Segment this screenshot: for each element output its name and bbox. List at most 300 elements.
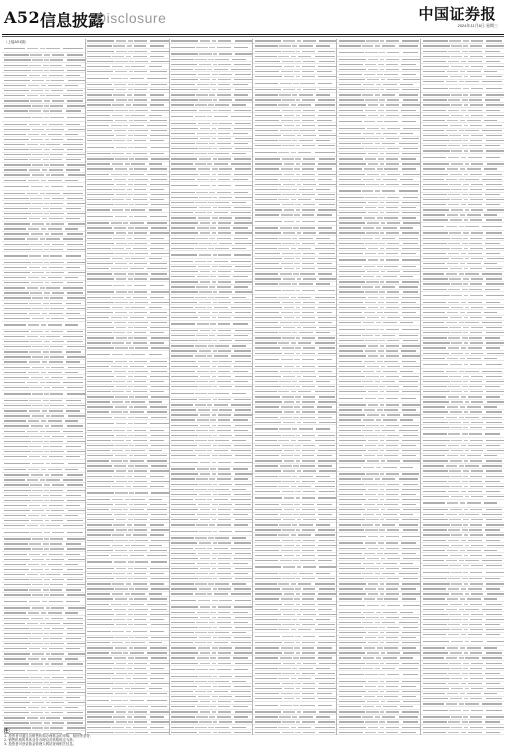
table-cell bbox=[291, 727, 296, 728]
table-cell bbox=[4, 643, 31, 644]
table-cell bbox=[208, 537, 213, 538]
table-cell bbox=[48, 324, 62, 325]
header-rule bbox=[2, 34, 504, 35]
table-cell bbox=[4, 579, 29, 580]
table-cell bbox=[446, 179, 457, 180]
table-cell bbox=[375, 45, 380, 46]
table-cell bbox=[380, 329, 384, 330]
table-cell bbox=[171, 350, 197, 351]
table-cell bbox=[49, 410, 63, 411]
table-cell bbox=[32, 607, 44, 608]
table-cell bbox=[400, 84, 413, 85]
continued-from-label: （上接A51版） bbox=[4, 40, 29, 44]
table-cell bbox=[46, 382, 60, 383]
table-cell bbox=[44, 393, 49, 394]
table-cell bbox=[133, 342, 147, 343]
table-cell bbox=[278, 678, 289, 679]
table-cell bbox=[87, 179, 112, 180]
table-cell bbox=[127, 285, 133, 286]
table-cell bbox=[459, 130, 464, 131]
table-cell bbox=[255, 278, 281, 279]
table-cell bbox=[319, 683, 335, 684]
table-cell bbox=[112, 163, 123, 164]
table-cell bbox=[283, 184, 295, 185]
table-cell bbox=[126, 104, 131, 105]
table-cell bbox=[87, 504, 113, 505]
table-cell bbox=[470, 125, 483, 126]
table-cell bbox=[339, 414, 365, 415]
table-cell bbox=[299, 573, 313, 574]
table-cell bbox=[291, 152, 296, 153]
table-cell bbox=[200, 79, 210, 80]
table-cell bbox=[339, 435, 364, 436]
table-cell bbox=[402, 361, 416, 362]
table-cell bbox=[171, 462, 198, 463]
table-cell bbox=[383, 657, 397, 658]
table-cell bbox=[387, 509, 400, 510]
table-cell bbox=[448, 194, 460, 195]
table-cell bbox=[218, 207, 231, 208]
table-cell bbox=[195, 69, 206, 70]
table-cell bbox=[463, 189, 468, 190]
table-cell bbox=[4, 70, 31, 71]
table-cell bbox=[318, 337, 335, 338]
table-cell bbox=[219, 99, 232, 100]
table-cell bbox=[302, 598, 314, 599]
table-cell bbox=[28, 134, 39, 135]
table-cell bbox=[66, 169, 80, 170]
table-cell bbox=[197, 84, 209, 85]
table-cell bbox=[219, 600, 232, 601]
table-cell bbox=[339, 445, 363, 446]
table-cell bbox=[151, 386, 169, 387]
table-cell bbox=[423, 163, 449, 164]
table-cell bbox=[87, 583, 110, 584]
table-cell bbox=[4, 244, 29, 245]
table-cell bbox=[299, 381, 313, 382]
table-cell bbox=[235, 578, 252, 579]
table-cell bbox=[151, 302, 168, 303]
table-cell bbox=[128, 84, 134, 85]
table-cell bbox=[115, 168, 127, 169]
table-cell bbox=[380, 212, 384, 213]
table-cell bbox=[298, 297, 312, 298]
table-cell bbox=[67, 346, 85, 347]
table-cell bbox=[113, 381, 125, 382]
table-cell bbox=[235, 676, 252, 677]
table-cell bbox=[255, 504, 279, 505]
table-cell bbox=[63, 717, 83, 718]
table-cell bbox=[339, 317, 365, 318]
table-cell bbox=[209, 238, 214, 239]
table-cell bbox=[451, 66, 463, 67]
table-cell bbox=[255, 386, 281, 387]
table-cell bbox=[195, 116, 206, 117]
table-cell bbox=[151, 273, 167, 274]
table-cell bbox=[87, 573, 111, 574]
table-row bbox=[2, 322, 85, 330]
table-cell bbox=[4, 574, 26, 575]
table-cell bbox=[399, 381, 419, 382]
table-cell bbox=[52, 579, 65, 580]
table-cell bbox=[28, 658, 39, 659]
table-cell bbox=[255, 721, 281, 722]
table-cell bbox=[4, 559, 30, 560]
table-cell bbox=[423, 110, 446, 111]
table-cell bbox=[278, 534, 289, 535]
table-cell bbox=[339, 158, 363, 159]
table-cell bbox=[4, 500, 31, 501]
table-cell bbox=[212, 606, 217, 607]
table-cell bbox=[46, 193, 60, 194]
table-cell bbox=[52, 54, 65, 55]
table-cell bbox=[171, 361, 196, 362]
table-cell bbox=[339, 612, 361, 613]
table-cell bbox=[378, 398, 384, 399]
table-cell bbox=[115, 550, 127, 551]
table-cell bbox=[207, 691, 212, 692]
table-cell bbox=[234, 558, 252, 559]
table-cell bbox=[49, 169, 63, 170]
table-cell bbox=[402, 553, 416, 554]
table-cell bbox=[255, 366, 282, 367]
table-row bbox=[253, 149, 336, 157]
table-cell bbox=[171, 138, 198, 139]
table-cell bbox=[171, 386, 197, 387]
table-cell bbox=[368, 691, 378, 692]
table-cell bbox=[171, 64, 197, 65]
table-cell bbox=[487, 115, 504, 116]
table-cell bbox=[339, 504, 362, 505]
table-cell bbox=[470, 45, 483, 46]
table-cell bbox=[298, 486, 312, 487]
table-cell bbox=[87, 66, 109, 67]
table-cell bbox=[208, 248, 213, 249]
table-cell bbox=[197, 179, 209, 180]
table-cell bbox=[31, 282, 43, 283]
table-cell bbox=[212, 40, 216, 41]
table-cell bbox=[316, 140, 329, 141]
table-cell bbox=[218, 468, 230, 469]
table-cell bbox=[115, 71, 127, 72]
table-cell bbox=[402, 163, 420, 164]
table-cell bbox=[111, 700, 122, 701]
table-cell bbox=[210, 84, 216, 85]
table-cell bbox=[50, 538, 63, 539]
table-cell bbox=[282, 578, 294, 579]
table-cell bbox=[134, 243, 147, 244]
table-cell bbox=[67, 149, 83, 150]
table-cell bbox=[387, 317, 400, 318]
table-cell bbox=[382, 238, 396, 239]
table-cell bbox=[377, 168, 382, 169]
table-cell bbox=[316, 332, 329, 333]
table-cell bbox=[255, 99, 281, 100]
table-cell bbox=[150, 104, 164, 105]
table-cell bbox=[383, 514, 397, 515]
table-cell bbox=[149, 688, 162, 689]
table-cell bbox=[128, 423, 133, 424]
table-cell bbox=[378, 445, 384, 446]
table-cell bbox=[126, 248, 131, 249]
table-cell bbox=[87, 273, 112, 274]
table-cell bbox=[291, 486, 296, 487]
table-cell bbox=[67, 54, 83, 55]
table-cell bbox=[255, 460, 282, 461]
table-cell bbox=[298, 534, 312, 535]
table-cell bbox=[50, 117, 63, 118]
table-cell bbox=[339, 542, 363, 543]
table-cell bbox=[378, 686, 384, 687]
table-cell bbox=[281, 214, 293, 215]
table-cell bbox=[116, 194, 126, 195]
table-cell bbox=[339, 519, 365, 520]
table-cell bbox=[135, 706, 148, 707]
table-cell bbox=[282, 158, 294, 159]
table-cell bbox=[87, 361, 113, 362]
table-cell bbox=[29, 446, 41, 447]
table-cell bbox=[195, 212, 206, 213]
table-cell bbox=[292, 45, 297, 46]
table-cell bbox=[339, 509, 365, 510]
table-cell bbox=[213, 588, 217, 589]
table-cell bbox=[129, 253, 133, 254]
table-cell bbox=[151, 561, 167, 562]
table-cell bbox=[41, 707, 46, 708]
table-cell bbox=[319, 422, 336, 423]
table-cell bbox=[51, 90, 64, 91]
table-cell bbox=[32, 272, 44, 273]
table-cell bbox=[399, 238, 419, 239]
table-cell bbox=[200, 663, 210, 664]
table-cell bbox=[41, 515, 46, 516]
table-cell bbox=[255, 540, 280, 541]
table-cell bbox=[378, 637, 384, 638]
table-cell bbox=[112, 593, 123, 594]
table-cell bbox=[130, 268, 144, 269]
table-cell bbox=[43, 638, 49, 639]
table-cell bbox=[283, 278, 295, 279]
table-cell bbox=[376, 84, 381, 85]
table-cell bbox=[302, 652, 315, 653]
table-cell bbox=[31, 377, 43, 378]
table-cell bbox=[116, 184, 126, 185]
table-cell bbox=[115, 693, 127, 694]
table-cell bbox=[46, 287, 60, 288]
table-cell bbox=[213, 531, 217, 532]
table-cell bbox=[255, 705, 278, 706]
table-cell bbox=[29, 255, 41, 256]
table-cell bbox=[365, 302, 377, 303]
table-cell bbox=[403, 460, 420, 461]
table-cell bbox=[234, 143, 248, 144]
table-cell bbox=[402, 691, 420, 692]
table-cell bbox=[42, 361, 47, 362]
table-cell bbox=[116, 376, 126, 377]
table-cell bbox=[255, 353, 282, 354]
table-cell bbox=[377, 409, 382, 410]
table-cell bbox=[43, 159, 49, 160]
table-cell bbox=[52, 484, 65, 485]
table-cell bbox=[339, 179, 361, 180]
table-cell bbox=[126, 297, 131, 298]
table-cell bbox=[235, 291, 252, 292]
table-cell bbox=[150, 71, 167, 72]
table-cell bbox=[339, 329, 365, 330]
table-cell bbox=[464, 104, 468, 105]
table-cell bbox=[339, 652, 365, 653]
table-cell bbox=[147, 174, 167, 175]
table-cell bbox=[297, 376, 301, 377]
table-cell bbox=[378, 110, 384, 111]
table-cell bbox=[67, 692, 85, 693]
table-cell bbox=[381, 605, 385, 606]
table-cell bbox=[217, 478, 231, 479]
table-cell bbox=[4, 601, 27, 602]
table-cell bbox=[380, 355, 384, 356]
table-cell bbox=[87, 263, 113, 264]
table-cell bbox=[368, 681, 378, 682]
table-cell bbox=[87, 327, 114, 328]
table-cell bbox=[66, 313, 80, 314]
table-cell bbox=[315, 342, 335, 343]
table-cell bbox=[41, 277, 46, 278]
table-cell bbox=[281, 550, 293, 551]
table-cell bbox=[280, 514, 292, 515]
table-cell bbox=[339, 345, 366, 346]
table-cell bbox=[87, 209, 109, 210]
table-cell bbox=[147, 411, 167, 412]
table-cell bbox=[232, 632, 245, 633]
table-cell bbox=[171, 340, 197, 341]
table-cell bbox=[171, 537, 193, 538]
table-cell bbox=[52, 244, 65, 245]
table-cell bbox=[451, 45, 461, 46]
table-cell bbox=[4, 594, 31, 595]
table-cell bbox=[32, 154, 42, 155]
table-cell bbox=[368, 593, 378, 594]
table-cell bbox=[171, 116, 193, 117]
table-cell bbox=[367, 509, 379, 510]
table-cell bbox=[402, 647, 416, 648]
table-cell bbox=[215, 489, 229, 490]
table-cell bbox=[134, 647, 147, 648]
table-cell bbox=[366, 89, 378, 90]
table-cell bbox=[380, 184, 384, 185]
table-cell bbox=[29, 648, 41, 649]
table-cell bbox=[302, 455, 314, 456]
table-cell bbox=[387, 291, 400, 292]
table-cell bbox=[29, 159, 41, 160]
table-cell bbox=[195, 297, 206, 298]
table-cell bbox=[423, 76, 449, 77]
table-cell bbox=[43, 110, 49, 111]
table-cell bbox=[387, 222, 400, 223]
table-cell bbox=[128, 130, 134, 131]
table-cell bbox=[171, 568, 198, 569]
table-cell bbox=[171, 271, 198, 272]
table-cell bbox=[217, 430, 231, 431]
table-cell bbox=[233, 419, 248, 420]
table-cell bbox=[218, 514, 230, 515]
table-cell bbox=[50, 65, 62, 66]
table-cell bbox=[485, 145, 500, 146]
table-cell bbox=[44, 584, 49, 585]
table-cell bbox=[218, 445, 231, 446]
table-cell bbox=[377, 361, 382, 362]
table-cell bbox=[32, 318, 44, 319]
table-cell bbox=[368, 489, 378, 490]
table-cell bbox=[235, 74, 251, 75]
table-cell bbox=[255, 40, 281, 41]
table-cell bbox=[63, 525, 83, 526]
table-cell bbox=[28, 420, 39, 421]
table-cell bbox=[380, 425, 384, 426]
table-cell bbox=[375, 668, 380, 669]
table-cell bbox=[318, 273, 332, 274]
table-cell bbox=[365, 110, 377, 111]
table-cell bbox=[255, 711, 281, 712]
table-cell bbox=[470, 189, 483, 190]
table-cell bbox=[29, 110, 41, 111]
table-cell bbox=[87, 337, 114, 338]
table-cell bbox=[129, 110, 133, 111]
table-cell bbox=[212, 271, 217, 272]
table-cell bbox=[296, 76, 300, 77]
table-cell bbox=[255, 624, 281, 625]
table-cell bbox=[46, 318, 50, 319]
table-cell bbox=[4, 198, 29, 199]
table-cell bbox=[147, 460, 167, 461]
table-cell bbox=[281, 263, 293, 264]
table-cell bbox=[280, 560, 292, 561]
table-cell bbox=[4, 282, 30, 283]
table-cell bbox=[283, 519, 295, 520]
table-cell bbox=[382, 622, 396, 623]
table-cell bbox=[279, 189, 290, 190]
table-cell bbox=[282, 51, 294, 52]
table-cell bbox=[134, 624, 147, 625]
table-cell bbox=[255, 130, 278, 131]
table-cell bbox=[32, 203, 42, 204]
table-cell bbox=[112, 104, 124, 105]
table-cell bbox=[281, 406, 293, 407]
table-cell bbox=[218, 686, 231, 687]
table-cell bbox=[215, 583, 229, 584]
table-cell bbox=[255, 588, 280, 589]
table-cell bbox=[300, 417, 314, 418]
table-cell bbox=[234, 302, 251, 303]
table-cell bbox=[209, 669, 214, 670]
table-cell bbox=[402, 642, 420, 643]
table-cell bbox=[171, 548, 193, 549]
table-cell bbox=[171, 652, 198, 653]
table-cell bbox=[31, 520, 43, 521]
table-cell bbox=[67, 722, 83, 723]
table-cell bbox=[318, 317, 336, 318]
table-cell bbox=[151, 194, 169, 195]
table-cell bbox=[196, 716, 208, 717]
table-cell bbox=[423, 45, 450, 46]
table-cell bbox=[128, 273, 134, 274]
table-cell bbox=[32, 70, 42, 71]
table-cell bbox=[291, 104, 296, 105]
table-cell bbox=[45, 233, 49, 234]
table-cell bbox=[199, 254, 211, 255]
table-cell bbox=[199, 64, 211, 65]
table-cell bbox=[44, 628, 50, 629]
table-cell bbox=[200, 519, 210, 520]
